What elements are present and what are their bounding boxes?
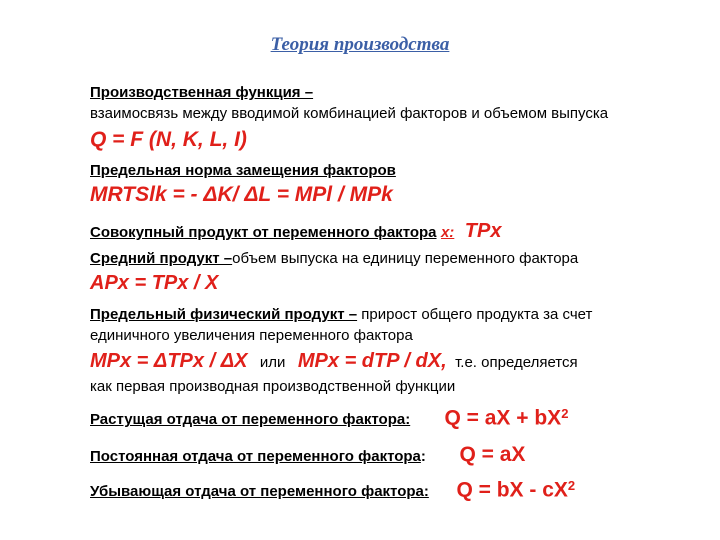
decreasing-returns-heading: Убывающая отдача от переменного фактора: [90,483,429,501]
production-function-definition: взаимосвязь между вводимой комбинацией факторов и объемом выпуска [90,105,609,122]
marginal-product-heading: Предельный физический продукт – [90,306,358,323]
constant-returns-heading: Постоянная отдача от переменного фактора [90,448,421,465]
total-product-heading: Совокупный продукт от переменного фактора [90,224,437,241]
marginal-product-explanation: т.е. определяется [455,354,578,371]
decreasing-returns-exponent: 2 [567,478,576,493]
marginal-product-formula-discrete: MPx = ΔTPx / ΔX [90,350,248,372]
formula-comma: , [441,350,447,372]
increasing-returns-heading: Растущая отдача от переменного фактора: [90,411,411,429]
marginal-product-formula-derivative: MPx = dTP / dX [297,350,442,372]
total-product-variable: х: [440,224,455,241]
marginal-product-definition-1: прирост общего продукта за счет [357,306,593,323]
total-product-row [90,220,501,243]
constant-returns-colon: : [420,448,426,465]
production-function-formula: Q = F (N, K, L, I) [90,128,247,151]
increasing-returns-formula: Q = aX + bX [444,406,562,430]
production-function-heading: Производственная функция – [90,84,314,101]
average-product-row [90,250,578,268]
or-label: или [259,354,286,371]
constant-returns-formula: Q = aX [459,443,526,466]
decreasing-returns-formula: Q = bX - cX [456,478,568,502]
mrts-heading: Предельная норма замещения факторов [90,162,396,179]
increasing-returns-row [90,406,568,430]
marginal-product-formula-row [90,350,578,373]
page-title: Теория производства [270,34,450,55]
average-product-formula: APx = TPx / X [90,272,219,294]
decreasing-returns-row [90,478,575,502]
marginal-product-definition-2: единичного увеличения переменного фактора [90,327,413,344]
increasing-returns-exponent: 2 [561,406,569,421]
total-product-formula: TPx [464,220,502,242]
marginal-product-row [90,306,592,324]
constant-returns-row [90,443,525,467]
mrts-formula: MRTSlk = - ΔK/ ΔL = MPl / MPk [90,183,393,206]
average-product-heading: Средний продукт – [90,250,233,267]
average-product-definition: объем выпуска на единицу переменного фактора [232,250,579,267]
marginal-product-definition-3: как первая производная производственной функции [90,378,456,395]
